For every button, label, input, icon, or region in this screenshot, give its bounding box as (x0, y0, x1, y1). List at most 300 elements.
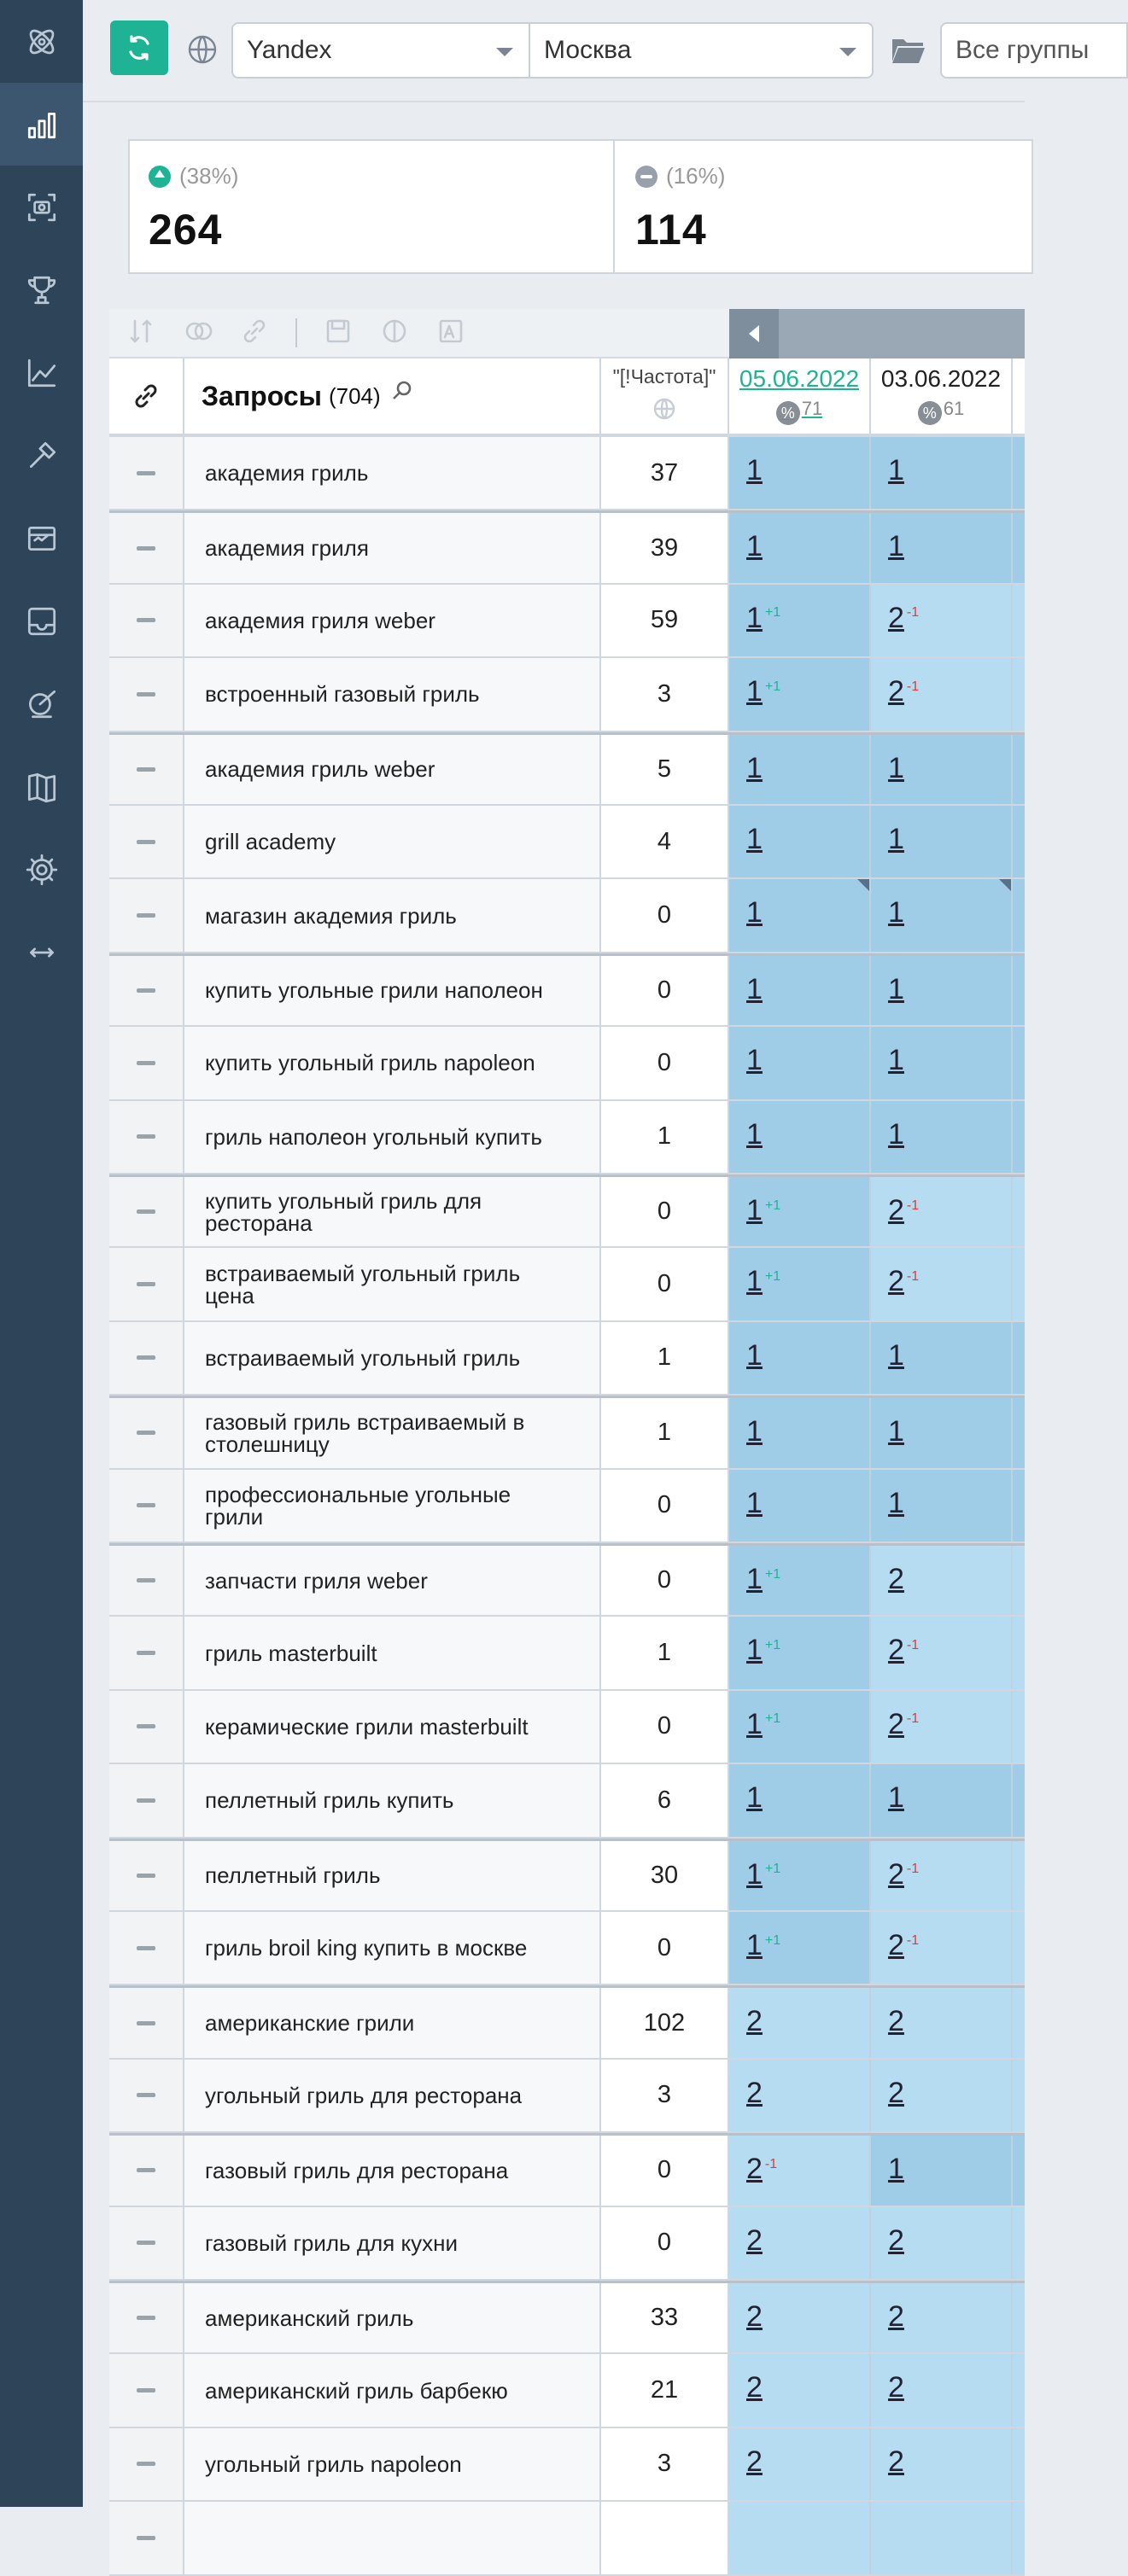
position-cell (871, 1322, 1013, 1394)
queries-column-header[interactable] (184, 358, 601, 437)
map-icon[interactable] (0, 745, 83, 828)
position-cell-partial (1013, 1398, 1025, 1467)
query-text: газовый гриль встраиваемый в столешницу (184, 1398, 601, 1467)
position-link[interactable]: 1 (746, 675, 763, 708)
position-link[interactable]: 1 (888, 896, 904, 930)
position-link[interactable]: 1 (888, 823, 904, 855)
position-cell (871, 1248, 1013, 1320)
query-frequency: 37 (601, 437, 729, 509)
row-toggle-button[interactable] (109, 1912, 184, 1984)
report-icon[interactable] (0, 497, 83, 580)
query-text: керамические грили masterbuilt (184, 1691, 601, 1763)
position-cell (729, 1617, 871, 1688)
query-text: газовый гриль для ресторана (184, 2136, 601, 2205)
position-link[interactable]: 1 (888, 1117, 904, 1151)
position-change: -1 (906, 1638, 920, 1653)
position-cell (729, 437, 871, 509)
query-frequency: 3 (601, 658, 729, 730)
summary-stats (128, 139, 1033, 274)
table-row[interactable] (109, 2354, 1025, 2427)
position-cell (871, 2502, 1013, 2573)
scroll-left-button[interactable] (729, 309, 779, 358)
position-cell (871, 2207, 1013, 2279)
position-link[interactable]: 1 (888, 1044, 904, 1077)
editor-icon[interactable] (0, 662, 83, 745)
table-row[interactable] (109, 1764, 1025, 1838)
tools-icon[interactable] (0, 414, 83, 497)
position-cell (871, 658, 1013, 730)
table-row[interactable] (109, 1027, 1025, 1100)
query-frequency: 102 (601, 1988, 729, 2057)
position-link[interactable]: 2 (888, 1634, 904, 1667)
contrast-icon[interactable] (379, 316, 410, 351)
minus-icon (137, 1134, 155, 1139)
query-text: запчасти гриля weber (184, 1546, 601, 1615)
table-row[interactable] (109, 1839, 1025, 1912)
position-cell (729, 1398, 871, 1467)
position-cell (729, 1101, 871, 1173)
expand-sidebar-icon[interactable] (0, 911, 83, 994)
position-link[interactable]: 2 (888, 2371, 904, 2404)
position-link[interactable]: 1 (888, 751, 904, 784)
query-text: академия гриля weber (184, 585, 601, 656)
position-cell-partial (1013, 2136, 1025, 2205)
query-frequency: 0 (601, 2207, 729, 2279)
position-change: -1 (906, 1711, 920, 1727)
position-link[interactable]: 1 (888, 454, 904, 487)
row-toggle-button[interactable] (109, 1988, 184, 2057)
font-icon[interactable] (435, 316, 466, 351)
row-toggle-button[interactable] (109, 1691, 184, 1763)
position-link[interactable]: 1 (746, 1929, 763, 1961)
minus-icon (137, 1061, 155, 1065)
arrow-up-circle-icon (149, 166, 171, 188)
position-change: -1 (906, 1269, 920, 1285)
row-toggle-button[interactable] (109, 513, 184, 582)
chevron-down-icon (496, 48, 513, 56)
position-link[interactable]: 1 (888, 1781, 904, 1815)
percent-icon: % (918, 401, 942, 425)
row-toggle-button[interactable] (109, 2207, 184, 2279)
table-row[interactable] (109, 879, 1025, 953)
position-link[interactable]: 2 (888, 2445, 904, 2478)
position-link[interactable]: 1 (746, 530, 763, 563)
position-link[interactable]: 2 (888, 2223, 904, 2257)
stat-value: 264 (149, 206, 223, 254)
position-link[interactable]: 2 (746, 2445, 763, 2478)
table-row[interactable] (109, 1543, 1025, 1617)
position-cell-partial (1013, 1027, 1025, 1099)
position-cell (729, 2136, 871, 2205)
position-cell (729, 956, 871, 1025)
position-link[interactable]: 1 (746, 751, 763, 784)
position-cell-partial (1013, 437, 1025, 509)
search-engine-value: Yandex (247, 36, 332, 64)
position-link[interactable]: 1 (888, 1415, 904, 1448)
position-cell (729, 2207, 871, 2279)
minus-circle-icon (635, 166, 658, 188)
position-cell (871, 513, 1013, 582)
position-link[interactable]: 1 (888, 1486, 904, 1519)
position-change: +1 (764, 1269, 781, 1285)
position-cell (871, 1470, 1013, 1542)
query-frequency: 1 (601, 1322, 729, 1394)
position-cell-partial (1013, 1988, 1025, 2057)
position-cell-partial (1013, 1617, 1025, 1688)
query-frequency: 0 (601, 1691, 729, 1763)
query-text: гриль наполеон угольный купить (184, 1101, 601, 1173)
position-link[interactable]: 1 (746, 1781, 763, 1815)
position-link[interactable]: 1 (746, 1486, 763, 1519)
position-cell (729, 1764, 871, 1836)
position-change: +1 (764, 1711, 781, 1727)
position-link[interactable]: 1 (746, 454, 763, 487)
table-row[interactable] (109, 732, 1025, 806)
position-link[interactable]: 2 (888, 1194, 904, 1227)
position-cell-partial (1013, 2354, 1025, 2426)
minus-icon (137, 2536, 155, 2540)
position-change: -1 (906, 679, 920, 694)
position-cell (729, 2428, 871, 2500)
position-cell (729, 2502, 871, 2573)
row-toggle-button[interactable] (109, 1764, 184, 1836)
position-link[interactable]: 1 (746, 896, 763, 930)
table-row[interactable] (109, 1470, 1025, 1543)
position-link[interactable]: 2 (888, 2300, 904, 2333)
position-link[interactable]: 1 (746, 1265, 763, 1298)
position-link[interactable]: 2 (746, 2223, 763, 2257)
table-row[interactable] (109, 2207, 1025, 2281)
positions-chart-icon[interactable] (0, 83, 83, 166)
positions-table (109, 309, 1025, 2507)
region-select[interactable] (529, 22, 874, 79)
position-link[interactable]: 2 (746, 2371, 763, 2404)
position-link[interactable]: 1 (746, 1634, 763, 1667)
row-toggle-button[interactable] (109, 1841, 184, 1910)
position-change: -1 (906, 1198, 920, 1213)
position-link[interactable]: 1 (746, 823, 763, 855)
query-text: академия гриль weber (184, 735, 601, 804)
frequency-column-header[interactable] (601, 358, 729, 437)
queries-label: Запросы (202, 380, 322, 411)
table-row[interactable] (109, 1912, 1025, 1985)
position-cell-partial (1013, 735, 1025, 804)
position-cell (729, 513, 871, 582)
sort-icon[interactable] (126, 316, 157, 351)
minus-icon (137, 2021, 155, 2025)
row-toggle-button[interactable] (109, 2428, 184, 2500)
folder-icon (891, 36, 925, 65)
minus-icon (137, 1724, 155, 1728)
position-cell-partial (1013, 1764, 1025, 1836)
table-row[interactable] (109, 2060, 1025, 2133)
stat-percent: (38%) (179, 163, 239, 189)
table-row[interactable] (109, 2428, 1025, 2502)
row-toggle-button[interactable] (109, 1470, 184, 1542)
minus-icon (137, 1578, 155, 1582)
position-cell (871, 1398, 1013, 1467)
position-link[interactable]: 1 (746, 1194, 763, 1227)
position-cell (871, 1101, 1013, 1173)
analytics-icon[interactable] (0, 331, 83, 414)
query-frequency: 3 (601, 2060, 729, 2131)
table-row[interactable] (109, 806, 1025, 879)
position-cell (729, 1322, 871, 1394)
toggle-icon[interactable] (183, 316, 213, 351)
table-row[interactable] (109, 510, 1025, 584)
row-toggle-button[interactable] (109, 585, 184, 656)
stat-improved (130, 141, 615, 272)
position-cell-partial (1013, 1912, 1025, 1984)
position-link[interactable]: 2 (888, 2005, 904, 2038)
query-text: академия гриля (184, 513, 601, 582)
table-row[interactable] (109, 1617, 1025, 1690)
table-row[interactable] (109, 1322, 1025, 1396)
position-link[interactable]: 1 (746, 1338, 763, 1372)
position-change: -1 (906, 1932, 920, 1948)
refresh-icon (125, 33, 154, 62)
position-link[interactable]: 1 (888, 2153, 904, 2186)
query-text: купить угольный гриль napoleon (184, 1027, 601, 1099)
position-cell (729, 1841, 871, 1910)
position-cell-partial (1013, 585, 1025, 656)
position-cell (729, 1546, 871, 1615)
position-link[interactable]: 1 (746, 1707, 763, 1740)
position-cell (729, 735, 871, 804)
query-frequency: 30 (601, 1841, 729, 1910)
table-row[interactable] (109, 2281, 1025, 2354)
position-change: +1 (764, 605, 781, 621)
table-row[interactable] (109, 1396, 1025, 1469)
top-toolbar (83, 0, 1090, 102)
table-row[interactable] (109, 1691, 1025, 1764)
position-link[interactable]: 2 (746, 2300, 763, 2333)
row-toggle-button[interactable] (109, 956, 184, 1025)
position-cell-partial (1013, 956, 1025, 1025)
percent-icon: % (776, 401, 800, 425)
query-frequency: 5 (601, 735, 729, 804)
row-toggle-button[interactable] (109, 806, 184, 877)
row-toggle-button[interactable] (109, 437, 184, 509)
query-frequency: 0 (601, 1177, 729, 1246)
position-link[interactable]: 1 (888, 1338, 904, 1372)
position-change: +1 (764, 1566, 781, 1582)
minus-icon (137, 2093, 155, 2097)
position-cell (871, 2354, 1013, 2426)
minus-icon (137, 1798, 155, 1803)
minus-icon (137, 2241, 155, 2245)
row-toggle-button[interactable] (109, 1546, 184, 1615)
minus-icon (137, 2168, 155, 2172)
minus-icon (137, 471, 155, 475)
position-cell (729, 585, 871, 656)
query-frequency: 0 (601, 1912, 729, 1984)
position-cell-partial (1013, 513, 1025, 582)
trophy-icon[interactable] (0, 248, 83, 331)
position-link[interactable]: 1 (746, 1857, 763, 1891)
row-toggle-button[interactable] (109, 2502, 184, 2573)
position-cell-partial (1013, 806, 1025, 877)
position-link[interactable]: 1 (746, 1415, 763, 1448)
table-row[interactable] (109, 1248, 1025, 1321)
row-toggle-button[interactable] (109, 2354, 184, 2426)
position-cell-partial (1013, 2283, 1025, 2352)
table-row[interactable] (109, 585, 1025, 658)
minus-icon (137, 840, 155, 844)
minus-icon (137, 1503, 155, 1507)
search-engine-select[interactable] (231, 22, 530, 79)
position-link[interactable]: 1 (746, 1117, 763, 1151)
row-toggle-button[interactable] (109, 1322, 184, 1394)
position-cell (729, 658, 871, 730)
position-cell (871, 1691, 1013, 1763)
stat-unchanged (617, 141, 1043, 272)
row-toggle-button[interactable] (109, 1177, 184, 1246)
query-frequency: 0 (601, 1546, 729, 1615)
row-toggle-button[interactable] (109, 1101, 184, 1173)
position-link[interactable]: 1 (746, 1044, 763, 1077)
position-cell (871, 1988, 1013, 2057)
position-cell (871, 806, 1013, 877)
query-text (184, 2502, 601, 2573)
logo-icon[interactable] (0, 0, 83, 83)
row-toggle-button[interactable] (109, 1398, 184, 1467)
position-link[interactable]: 2 (746, 2076, 763, 2109)
globe-icon (187, 34, 218, 65)
query-text: купить угольные грили наполеон (184, 956, 601, 1025)
table-row[interactable] (109, 2133, 1025, 2206)
query-frequency: 0 (601, 1248, 729, 1320)
table-row[interactable] (109, 1101, 1025, 1174)
table-row[interactable] (109, 953, 1025, 1027)
query-frequency: 0 (601, 1470, 729, 1542)
link-column-header[interactable] (109, 358, 184, 437)
minus-icon (137, 1431, 155, 1435)
row-toggle-button[interactable] (109, 2136, 184, 2205)
query-frequency (601, 2502, 729, 2573)
query-text: магазин академия гриль (184, 879, 601, 951)
position-link[interactable]: 2 (746, 2153, 763, 2186)
position-cell (729, 1912, 871, 1984)
inbox-icon[interactable] (0, 580, 83, 662)
link-icon[interactable] (239, 316, 270, 351)
row-toggle-button[interactable] (109, 1248, 184, 1320)
queries-count: (704) (328, 382, 381, 409)
search-icon[interactable] (391, 379, 413, 401)
screenshot-icon[interactable] (0, 166, 83, 248)
position-link[interactable]: 2 (888, 675, 904, 708)
position-link[interactable]: 2 (888, 1857, 904, 1891)
row-toggle-button[interactable] (109, 1617, 184, 1688)
position-cell-partial (1013, 1546, 1025, 1615)
minus-icon (137, 1651, 155, 1655)
position-cell (871, 1764, 1013, 1836)
position-cell (871, 1177, 1013, 1246)
position-link[interactable]: 2 (888, 601, 904, 634)
row-toggle-button[interactable] (109, 2060, 184, 2131)
position-cell-partial (1013, 1177, 1025, 1246)
minus-icon (137, 692, 155, 696)
position-link[interactable]: 1 (888, 530, 904, 563)
position-cell (871, 585, 1013, 656)
position-link[interactable]: 2 (888, 1563, 904, 1595)
position-cell (871, 735, 1013, 804)
query-frequency: 33 (601, 2283, 729, 2352)
position-link[interactable]: 2 (888, 1265, 904, 1298)
position-link[interactable]: 2 (888, 1707, 904, 1740)
position-cell (729, 1691, 871, 1763)
position-cell (729, 1248, 871, 1320)
table-row[interactable] (109, 437, 1025, 510)
row-toggle-button[interactable] (109, 2283, 184, 2352)
date-label[interactable]: 03.06.2022 (880, 365, 1002, 392)
table-row[interactable] (109, 658, 1025, 731)
position-cell (871, 2428, 1013, 2500)
group-value: Все группы (956, 36, 1090, 64)
position-link[interactable]: 1 (746, 601, 763, 634)
date-column-header[interactable] (871, 358, 1013, 437)
table-row[interactable] (109, 1985, 1025, 2059)
position-link[interactable]: 1 (746, 972, 763, 1005)
toolbar-divider (295, 318, 297, 347)
position-cell (729, 1177, 871, 1246)
settings-gear-icon[interactable] (0, 828, 83, 911)
refresh-button[interactable] (110, 20, 168, 75)
query-text: американский гриль (184, 2283, 601, 2352)
query-frequency: 39 (601, 513, 729, 582)
table-row[interactable] (109, 2502, 1025, 2575)
position-cell (871, 2136, 1013, 2205)
position-cell (871, 2060, 1013, 2131)
query-frequency: 6 (601, 1764, 729, 1836)
stat-value: 114 (635, 206, 707, 254)
position-change: +1 (764, 1862, 781, 1877)
position-change: -1 (906, 1862, 920, 1877)
row-toggle-button[interactable] (109, 879, 184, 951)
query-text: профессиональные угольные грили (184, 1470, 601, 1542)
row-toggle-button[interactable] (109, 658, 184, 730)
position-change: +1 (764, 679, 781, 694)
row-toggle-button[interactable] (109, 1027, 184, 1099)
query-text: американские грили (184, 1988, 601, 2057)
date-label[interactable]: 05.06.2022 (739, 365, 860, 392)
position-cell (871, 437, 1013, 509)
position-link[interactable]: 2 (746, 2005, 763, 2038)
query-frequency: 21 (601, 2354, 729, 2426)
query-text: газовый гриль для кухни (184, 2207, 601, 2279)
query-text: американский гриль барбекю (184, 2354, 601, 2426)
date-score: 71 (801, 398, 823, 419)
position-link[interactable]: 2 (888, 2076, 904, 2109)
position-cell-partial (1013, 2428, 1025, 2500)
position-link[interactable]: 1 (746, 1563, 763, 1595)
query-text: угольный гриль для ресторана (184, 2060, 601, 2131)
table-row[interactable] (109, 1174, 1025, 1248)
position-cell (871, 956, 1013, 1025)
group-select[interactable] (940, 22, 1128, 79)
position-cell (729, 1027, 871, 1099)
position-cell-partial (1013, 1470, 1025, 1542)
position-link[interactable]: 1 (888, 972, 904, 1005)
position-link[interactable]: 2 (888, 1929, 904, 1961)
row-toggle-button[interactable] (109, 735, 184, 804)
query-frequency: 59 (601, 585, 729, 656)
query-frequency: 0 (601, 879, 729, 951)
date-column-header[interactable] (729, 358, 871, 437)
globe-icon (652, 397, 676, 421)
query-frequency: 4 (601, 806, 729, 877)
save-icon[interactable] (323, 316, 354, 351)
